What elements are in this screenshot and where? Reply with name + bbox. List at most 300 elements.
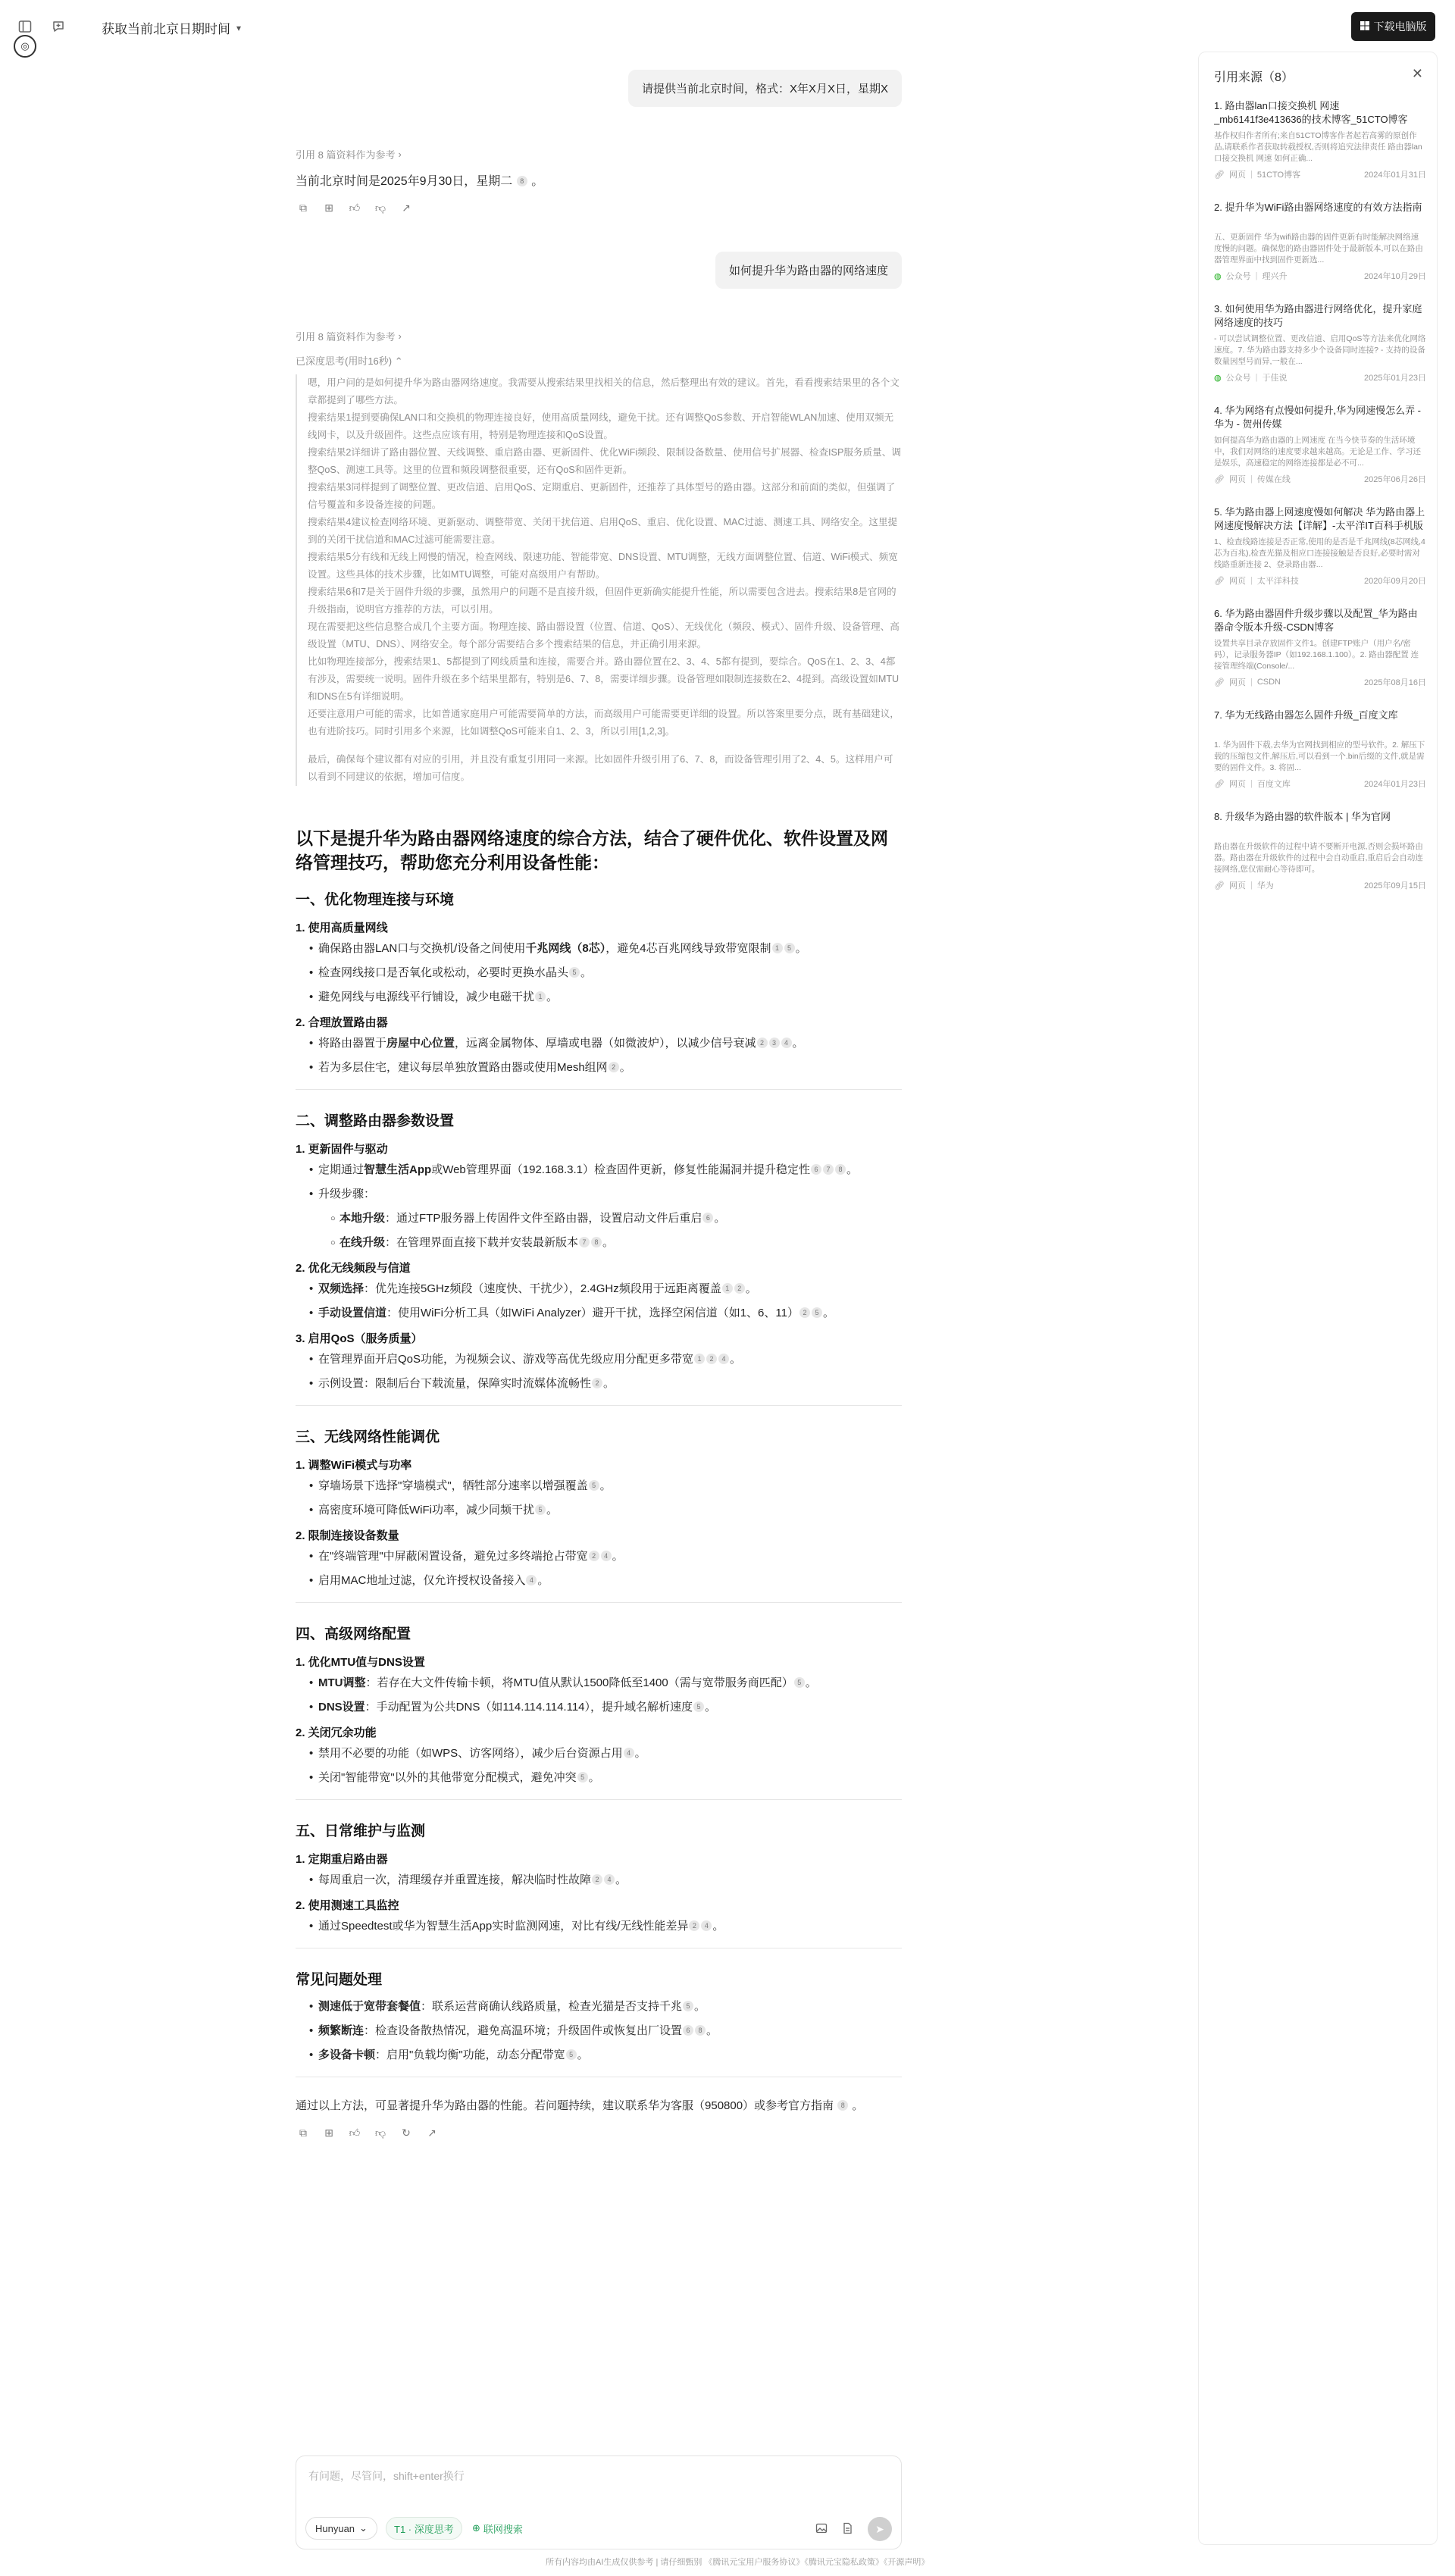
link-icon: 🔗︎ <box>1214 576 1225 586</box>
citation-badge[interactable]: 1 <box>772 943 783 953</box>
citation-badge[interactable]: 4 <box>701 1920 712 1931</box>
source-card[interactable] <box>1214 810 1426 891</box>
source-snippet: 五、更新固件 华为wifi路由器的固件更新有时能解决网络速度慢的问题。确保您的路由器固件处于最新版本,可以在路由器管理界面中找到固件更新选... <box>1214 233 1423 264</box>
citation-badge[interactable]: 3 <box>769 1038 780 1048</box>
new-chat-icon[interactable] <box>48 17 68 36</box>
sources-title: 引用来源（8） <box>1214 71 1294 84</box>
citation-badge[interactable]: 5 <box>794 1677 805 1688</box>
list-item <box>309 966 902 981</box>
source-snippet: 如何提高华为路由器的上网速度 在当今快节奏的生活环境中，我们对网络的速度要求越来越高。无论是工作、学习还是娱乐，高速稳定的网络连接都是必不可... <box>1214 436 1421 468</box>
source-date: 2025年09月15日 <box>1364 881 1426 890</box>
source-card[interactable] <box>1214 404 1426 485</box>
period: 。 <box>619 1061 631 1074</box>
top-bar <box>0 0 1427 53</box>
thinking-content <box>296 374 902 786</box>
citation-badge[interactable]: 2 <box>592 1874 602 1885</box>
citation-badge[interactable]: 8 <box>835 1164 846 1175</box>
source-date: 2024年01月23日 <box>1364 780 1426 789</box>
period: 。 <box>795 942 807 955</box>
list-item <box>309 941 902 956</box>
copy-icon[interactable]: ⧉ <box>299 2126 307 2139</box>
thinking-paragraph: 搜索结果5分有线和无线上网慢的情况，检查网线、限速功能、智能带宽、DNS设置、MTU调整，无线方面调整位置、信道、WiFi模式、频宽设置。这些具体的技术步骤，比如MTU调整，可能对高级用户有帮助。 <box>308 552 898 580</box>
link-icon: 🔗︎ <box>1214 678 1225 687</box>
thumbs-up-icon[interactable]: 👍︎ <box>349 201 361 214</box>
subsection-heading: 2. 限制连接设备数量 <box>296 1529 399 1542</box>
web-search-label: 联网搜索 <box>483 2523 523 2535</box>
list-item <box>309 1700 902 1715</box>
list-item <box>309 1187 902 1202</box>
item-text: 避免网线与电源线平行铺设，减少电磁干扰 <box>318 991 535 1003</box>
item-emphasis: 本地升级 <box>340 1212 386 1225</box>
citation-badge[interactable]: 6 <box>702 1213 713 1223</box>
period: 。 <box>588 1771 600 1784</box>
source-title[interactable]: 3. 如何使用华为路由器进行网络优化，提升家庭网络速度的技巧 <box>1214 303 1422 328</box>
citation-badge[interactable]: 5 <box>535 1504 546 1515</box>
separator: | <box>1250 779 1253 788</box>
link-icon: 🔗︎ <box>1214 779 1225 789</box>
answer-section <box>296 1426 902 1588</box>
separator: | <box>1255 373 1258 382</box>
period: 。 <box>852 2099 864 2112</box>
thumbs-up-icon[interactable]: 👍︎ <box>349 2126 361 2139</box>
closing-text: 通过以上方法，可显著提升华为路由器的性能。若问题持续，建议联系华为客服（950800）或参考官方指南 <box>296 2099 834 2112</box>
file-upload-icon[interactable] <box>839 2520 856 2537</box>
citation-badge[interactable]: 8 <box>695 2025 706 2036</box>
citation-badge[interactable]: 1 <box>722 1283 733 1294</box>
link-icon: 🔗︎ <box>1214 474 1225 484</box>
period: 。 <box>537 1574 549 1587</box>
item-emphasis: 多设备卡顿 <box>318 2049 376 2061</box>
answer-actions-2 <box>296 2125 902 2140</box>
list-item <box>309 1503 902 1518</box>
citation-badge[interactable]: 5 <box>812 1307 822 1318</box>
citation-badge[interactable]: 4 <box>624 1748 634 1758</box>
source-snippet: - 可以尝试调整位置、更改信道、启用QoS等方法来优化网络速度。7. 华为路由器支持多少个设备同时连接? - 支持的设备数量因型号而异,一般在... <box>1214 334 1426 366</box>
subsection-heading: 1. 使用高质量网线 <box>296 922 388 934</box>
item-text: ，避免4芯百兆网线导致带宽限制 <box>605 942 771 955</box>
answer-title: 以下是提升华为路由器网络速度的综合方法，结合了硬件优化、软件设置及网络管理技巧，帮助您充分利用设备性能： <box>296 828 888 872</box>
source-date: 2025年01月23日 <box>1364 374 1426 383</box>
source-type: 网页 <box>1228 881 1246 890</box>
source-title[interactable]: 4. 华为网络有点慢如何提升,华为网速慢怎么弄 - 华为 - 贺州传媒 <box>1214 405 1422 430</box>
section-divider <box>296 1089 902 1090</box>
bookmark-icon[interactable]: ⊞ <box>324 2126 333 2139</box>
source-card[interactable] <box>1214 99 1426 180</box>
list-item <box>309 2048 902 2063</box>
item-text: 在管理界面开启QoS功能，为视频会议、游戏等高优先级应用分配更多带宽 <box>318 1353 694 1366</box>
period: 。 <box>634 1747 646 1760</box>
period: 。 <box>599 1479 612 1492</box>
period: 。 <box>615 1873 627 1886</box>
bullet-list <box>296 1919 902 1934</box>
citation-badge[interactable]: 5 <box>577 1772 588 1783</box>
period: 。 <box>577 2049 589 2061</box>
chevron-right-icon: › <box>398 149 402 160</box>
source-title[interactable]: 8. 升级华为路由器的软件版本 | 华为官网 <box>1214 811 1391 822</box>
answer-text: 当前北京时间是2025年9月30日，星期二 <box>296 175 513 188</box>
citation-badge[interactable]: 2 <box>734 1283 745 1294</box>
period: 。 <box>706 2024 718 2037</box>
list-item <box>309 990 902 1005</box>
list-item <box>309 1919 902 1934</box>
separator: | <box>1250 881 1253 890</box>
share-icon[interactable]: ↗ <box>427 2126 436 2139</box>
citation-badge[interactable]: 2 <box>592 1378 602 1388</box>
bullet-list <box>296 1479 902 1518</box>
thinking-paragraph: 搜索结果3同样提到了调整位置、更改信道、启用QoS、定期重启、更新固件，还推荐了具体型号的路由器。这部分和前面的类似，但强调了信号覆盖和多设备连接的问题。 <box>308 482 896 510</box>
source-date: 2025年08月16日 <box>1364 678 1426 687</box>
link-icon: 🔗︎ <box>1214 881 1225 890</box>
bullet-list <box>296 1036 902 1075</box>
item-emphasis: 在线升级 <box>340 1236 386 1249</box>
source-title[interactable]: 6. 华为路由器固件升级步骤以及配置_华为路由器命令版本升级-CSDN博客 <box>1214 608 1418 633</box>
list-item <box>309 1999 902 2014</box>
regenerate-icon[interactable]: ↻ <box>402 2126 411 2139</box>
source-name: 于佳说 <box>1262 374 1288 383</box>
bullet-list <box>296 1549 902 1588</box>
item-text: 确保路由器LAN口与交换机/设备之间使用 <box>318 942 526 955</box>
user-message-2: 如何提升华为路由器的网络速度 <box>715 252 902 289</box>
list-item <box>309 1352 902 1367</box>
source-title[interactable]: 7. 华为无线路由器怎么固件升级_百度文库 <box>1214 709 1398 721</box>
source-type: 网页 <box>1228 171 1246 180</box>
source-card[interactable] <box>1214 709 1426 790</box>
separator: | <box>1250 170 1253 179</box>
deep-thinking-label: 已深度思考(用时16秒) <box>296 355 393 367</box>
citation-badge[interactable]: 1 <box>535 991 546 1002</box>
citation-badge[interactable]: 8 <box>517 176 527 186</box>
item-text: 通过Speedtest或华为智慧生活App实时监测网速，对比有线/无线性能差异 <box>318 1920 689 1933</box>
chevron-up-icon: ⌃ <box>394 355 403 367</box>
source-meta <box>1214 778 1426 790</box>
citation-badge[interactable]: 6 <box>683 2025 693 2036</box>
item-text: 升级步骤： <box>318 1188 376 1200</box>
list-item <box>309 1306 902 1321</box>
citation-badge[interactable]: 2 <box>609 1062 619 1072</box>
item-emphasis: 智慧生活App <box>364 1163 432 1176</box>
source-type: 公众号 <box>1225 374 1251 383</box>
item-text: 高密度环境可降低WiFi功率，减少同频干扰 <box>318 1504 534 1516</box>
subsection-heading: 2. 优化无线频段与信道 <box>296 1262 411 1275</box>
item-emphasis: DNS设置 <box>318 1701 365 1714</box>
citation-badge[interactable]: 1 <box>694 1354 705 1364</box>
source-meta <box>1214 879 1426 891</box>
subsection-heading: 2. 合理放置路由器 <box>296 1016 388 1029</box>
bullet-list <box>296 1746 902 1786</box>
source-name: 理兴升 <box>1262 272 1288 281</box>
citation-badge[interactable]: 7 <box>823 1164 834 1175</box>
separator: | <box>1250 576 1253 585</box>
footer-disclaimer: 所有内容均由AI生成仅供参考 | 请仔细甄别 《腾讯元宝用户服务协议》《腾讯元宝隐私政策》《开源声明》 <box>546 2558 930 2567</box>
bullet-list <box>296 1163 902 1250</box>
subsection-heading: 1. 更新固件与驱动 <box>296 1143 388 1156</box>
item-text: 若为多层住宅，建议每层单独放置路由器或使用Mesh组网 <box>318 1061 608 1074</box>
list-item <box>309 1573 902 1588</box>
reference-label: 引用 8 篇资料作为参考 <box>296 149 396 161</box>
period: 。 <box>603 1377 615 1390</box>
image-upload-icon[interactable] <box>813 2520 830 2537</box>
citation-badge[interactable]: 5 <box>683 2001 693 2011</box>
source-snippet: 路由器在升级软件的过程中请不要断开电源,否则会损坏路由器。路由器在升级软件的过程中会自动重启,重启后会自动连接网络,您仅需耐心等待即可。 <box>1214 842 1423 874</box>
source-snippet: 1. 华为固件下载,去华为官网找到相应的型号软件。2. 解压下载的压缩包文件,解压后,可以看到一个.bin后缀的文件,就是需要的固件文件。3. 将固... <box>1214 740 1425 772</box>
item-text: ：使用WiFi分析工具（如WiFi Analyzer）避开干扰，选择空闲信道（如1、6、11） <box>386 1307 799 1319</box>
model-selector[interactable] <box>305 2517 377 2540</box>
bullet-list <box>296 1999 902 2063</box>
item-text: ：手动配置为公共DNS（如114.114.114.114），提升域名解析速度 <box>365 1701 693 1714</box>
source-card[interactable] <box>1214 505 1426 587</box>
source-card[interactable] <box>1214 201 1426 282</box>
item-text: ：若存在大文件传输卡顿，将MTU值从默认1500降低至1400（需与宽带服务商匹配） <box>365 1676 793 1689</box>
citation-badge[interactable]: 2 <box>689 1920 699 1931</box>
subsection-heading: 1. 定期重启路由器 <box>296 1853 388 1866</box>
subsection-heading: 2. 使用测速工具监控 <box>296 1899 399 1912</box>
assistant-answer-1 <box>296 171 543 189</box>
item-text: ：优先连接5GHz频段（速度快、干扰少），2.4GHz频段用于远距离覆盖 <box>364 1282 721 1295</box>
source-title[interactable]: 1. 路由器lan口接交换机 网速_mb6141f3e413636的技术博客_51CTO博客 <box>1214 100 1408 125</box>
source-snippet: 1、检查线路连接是否正常,使用的是否是千兆网线(8芯网线,4芯为百兆),检查光猫及相应口连接接触是否良好,必要时需对线路重新连接 2、登录路由器... <box>1214 537 1425 569</box>
app-logo-icon[interactable]: ◎ <box>14 35 36 58</box>
thinking-paragraph: 搜索结果6和7是关于固件升级的步骤，虽然用户的问题不是直接升级，但固件更新确实能提升性能，所以需要包含进去。搜索结果8是官网的升级指南，说明官方推荐的方法，可以引用。 <box>308 587 896 615</box>
period: 。 <box>580 966 593 979</box>
citation-badge[interactable]: 4 <box>601 1551 612 1561</box>
conversation-title[interactable] <box>102 18 241 37</box>
wechat-icon: ◍ <box>1214 373 1222 383</box>
conversation-title-text: 获取当前北京日期时间 <box>102 22 230 36</box>
section-heading: 五、日常维护与监测 <box>296 1823 426 1839</box>
item-text: 禁用不必要的功能（如WPS、访客网络），减少后台资源占用 <box>318 1747 623 1760</box>
separator: | <box>1255 271 1258 280</box>
answer-section <box>296 1820 902 1934</box>
item-text: ：检查设备散热情况，避免高温环境；升级固件或恢复出厂设置 <box>364 2024 683 2037</box>
period: 。 <box>745 1282 757 1295</box>
citation-badge[interactable]: 5 <box>589 1480 599 1491</box>
separator: | <box>1250 678 1253 687</box>
source-title[interactable]: 2. 提升华为WiFi路由器网络速度的有效方法指南 <box>1214 202 1422 213</box>
user-message-1: 请提供当前北京时间，格式：X年X月X日，星期X <box>628 70 902 107</box>
source-title[interactable]: 5. 华为路由器上网速度慢如何解决 华为路由器上网速度慢解决方法【详解】-太平洋IT百科手机版 <box>1214 506 1425 531</box>
item-text: 检查网线接口是否氧化或松动，必要时更换水晶头 <box>318 966 569 979</box>
bookmark-icon[interactable]: ⊞ <box>324 201 333 214</box>
separator: | <box>1250 474 1253 484</box>
source-card[interactable] <box>1214 302 1426 383</box>
source-card[interactable] <box>1214 607 1426 688</box>
bullet-list <box>296 1873 902 1888</box>
source-type: 网页 <box>1228 577 1246 586</box>
section-divider <box>296 1405 902 1406</box>
period: 。 <box>694 2000 706 2013</box>
chevron-down-icon: ⌄ <box>359 2522 368 2534</box>
source-type: 公众号 <box>1225 272 1251 281</box>
citation-badge[interactable]: 4 <box>526 1575 537 1585</box>
deep-think-toggle[interactable] <box>386 2517 462 2540</box>
globe-icon: ⊕ <box>472 2522 480 2534</box>
thinking-paragraph: 搜索结果4建议检查网络环境、更新驱动、调整带宽、关闭干扰信道、启用QoS、重启、优化设置、MAC过滤、测速工具、网络安全。这里提到的关闭干扰信道和MAC过滤可能需要注意。 <box>308 517 898 545</box>
citation-badge[interactable]: 6 <box>811 1164 821 1175</box>
thinking-paragraph: 嗯，用户问的是如何提升华为路由器网络速度。我需要从搜索结果里找相关的信息，然后整理出有效的建议。首先，看看搜索结果里的各个文章都提到了哪些方法。 <box>308 377 900 405</box>
source-date: 2024年01月31日 <box>1364 171 1426 180</box>
citation-badge[interactable]: 5 <box>566 2049 577 2060</box>
period: 。 <box>805 1676 817 1689</box>
citation-badge[interactable]: 5 <box>569 967 580 978</box>
list-item <box>309 1746 902 1761</box>
section-heading: 常见问题处理 <box>296 1972 383 1988</box>
citation-badge[interactable]: 4 <box>781 1038 792 1048</box>
citation-badge[interactable]: 4 <box>718 1354 729 1364</box>
source-name: 51CTO博客 <box>1256 171 1301 180</box>
download-desktop-button[interactable] <box>1351 12 1435 41</box>
bullet-list <box>296 1282 902 1321</box>
period: 。 <box>546 1504 559 1516</box>
subsection-heading: 2. 关闭冗余功能 <box>296 1726 377 1739</box>
source-name: 华为 <box>1256 881 1274 890</box>
list-item <box>330 1211 902 1226</box>
item-text: ，远离金属物体、厚墙或电器（如微波炉），以减少信号衰减 <box>455 1037 756 1050</box>
answer-section <box>296 1623 902 1786</box>
thumbs-down-icon[interactable]: 👎︎ <box>374 201 386 214</box>
citation-badge[interactable]: 2 <box>799 1307 810 1318</box>
item-emphasis: 房屋中心位置 <box>386 1037 455 1050</box>
source-name: 传媒在线 <box>1256 475 1291 484</box>
list-item <box>309 1060 902 1075</box>
period: 。 <box>712 1920 724 1933</box>
close-icon[interactable]: ✕ <box>1411 66 1423 81</box>
list-item <box>309 1376 902 1391</box>
section-divider <box>296 1799 902 1800</box>
citation-badge[interactable]: 2 <box>589 1551 599 1561</box>
send-button[interactable] <box>868 2517 892 2541</box>
item-emphasis: MTU调整 <box>318 1676 366 1689</box>
item-text: ：通过FTP服务器上传固件文件至路由器，设置启动文件后重启 <box>385 1212 702 1225</box>
section-heading: 四、高级网络配置 <box>296 1626 411 1642</box>
source-date: 2024年10月29日 <box>1364 272 1426 281</box>
source-type: 网页 <box>1228 780 1246 789</box>
bullet-list <box>296 941 902 1005</box>
source-type: 网页 <box>1228 475 1246 484</box>
item-text: ：启用"负载均衡"功能，动态分配带宽 <box>375 2049 565 2061</box>
period: 。 <box>822 1307 834 1319</box>
item-text: ：在管理界面直接下载并安装最新版本 <box>385 1236 579 1249</box>
source-meta <box>1214 574 1426 587</box>
period: 。 <box>531 175 544 188</box>
source-type: 网页 <box>1228 678 1246 687</box>
list-item <box>309 1282 902 1297</box>
period: 。 <box>792 1037 804 1050</box>
source-meta <box>1214 676 1426 688</box>
source-name: CSDN <box>1256 678 1281 687</box>
period: 。 <box>705 1701 717 1714</box>
send-arrow-icon: ➤ <box>875 2522 884 2535</box>
assistant-answer-2 <box>296 826 902 2140</box>
sidebar-toggle-icon[interactable] <box>15 17 35 36</box>
thinking-paragraph: 还要注意用户可能的需求，比如普通家庭用户可能需要简单的方法，而高级用户可能需要更详细的设置。所以答案里要分点，既有基础建议，也有进阶技巧。同时引用多个来源，比如调整QoS可能来自1、2、3，所以引用[1,2,3]。 <box>308 709 900 737</box>
copy-icon[interactable]: ⧉ <box>299 201 307 214</box>
period: 。 <box>612 1550 624 1563</box>
item-text: 将路由器置于 <box>318 1037 387 1050</box>
citation-badge[interactable]: 2 <box>706 1354 717 1364</box>
web-search-toggle[interactable] <box>472 2517 523 2540</box>
list-item <box>309 2024 902 2039</box>
item-text: 穿墙场景下选择"穿墙模式"，牺牲部分速率以增强覆盖 <box>318 1479 588 1492</box>
citation-badge[interactable]: 5 <box>784 943 795 953</box>
answer-actions-1 <box>296 200 414 215</box>
source-meta <box>1214 371 1426 383</box>
section-heading: 一、优化物理连接与环境 <box>296 892 455 908</box>
source-meta <box>1214 473 1426 485</box>
thinking-paragraph: 搜索结果1提到要确保LAN口和交换机的物理连接良好，使用高质量网线，避免干扰。还有调整QoS参数、开启智能WLAN加速、使用双频无线网卡，以及升级固件。这些点应该有用，特别是物理连接和QoS设置。 <box>308 412 894 440</box>
citation-badge[interactable]: 5 <box>693 1701 704 1712</box>
thinking-paragraph: 现在需要把这些信息整合成几个主要方面。物理连接、路由器设置（位置、信道、QoS）、无线优化（频段、模式）、固件升级、设备管理、高级设置（MTU、DNS）、网络安全。每个部分需要结合多个搜索结果的信息，并正确引用来源。 <box>308 621 900 649</box>
list-item <box>309 1873 902 1888</box>
answer-closing <box>296 2097 902 2113</box>
source-date: 2020年09月20日 <box>1364 577 1426 586</box>
reference-count-1[interactable] <box>296 147 402 161</box>
item-text: 或Web管理界面（192.168.3.1）检查固件更新，修复性能漏洞并提升稳定性 <box>431 1163 811 1176</box>
item-text: 启用MAC地址过滤，仅允许授权设备接入 <box>318 1574 526 1587</box>
share-icon[interactable]: ↗ <box>402 201 411 214</box>
list-item <box>309 1163 902 1178</box>
sources-panel <box>1198 52 1438 2545</box>
model-name: Hunyuan <box>315 2522 355 2534</box>
source-name: 太平洋科技 <box>1256 577 1299 586</box>
deep-thinking-toggle[interactable] <box>296 353 403 368</box>
period: 。 <box>730 1353 742 1366</box>
period: 。 <box>602 1236 615 1249</box>
reference-count-2[interactable] <box>296 329 402 343</box>
list-item <box>330 1235 902 1250</box>
link-icon: 🔗︎ <box>1214 170 1225 180</box>
source-meta <box>1214 168 1426 180</box>
citation-badge[interactable]: 7 <box>579 1237 590 1247</box>
item-emphasis: 双频选择 <box>318 1282 365 1295</box>
message-input[interactable]: 有问题，尽管问，shift+enter换行 <box>308 2470 465 2482</box>
answer-section <box>296 1110 902 1391</box>
windows-icon <box>1360 20 1369 33</box>
chevron-down-icon: ▾ <box>236 22 242 33</box>
list-item <box>309 1770 902 1786</box>
chevron-right-icon: › <box>398 330 402 342</box>
answer-section <box>296 1968 902 2063</box>
message-input-box[interactable] <box>296 2455 902 2549</box>
section-heading: 二、调整路由器参数设置 <box>296 1113 455 1129</box>
citation-badge[interactable]: 8 <box>591 1237 602 1247</box>
citation-badge[interactable]: 2 <box>757 1038 768 1048</box>
source-name: 百度文库 <box>1256 780 1291 789</box>
answer-section <box>296 888 902 1075</box>
section-divider <box>296 1602 902 1603</box>
section-heading: 三、无线网络性能调优 <box>296 1429 440 1445</box>
period: 。 <box>546 991 559 1003</box>
item-text: 每周重启一次，清理缓存并重置连接，解决临时性故障 <box>318 1873 592 1886</box>
list-item <box>309 1676 902 1691</box>
list-item <box>309 1036 902 1051</box>
answer-sections <box>296 888 902 2077</box>
citation-badge[interactable]: 8 <box>837 2100 848 2111</box>
reference-label: 引用 8 篇资料作为参考 <box>296 331 396 343</box>
thinking-paragraph: 搜索结果2详细讲了路由器位置、天线调整、重启路由器、更新固件、优化WiFi频段、限制设备数量、使用信号扩展器、检查ISP服务质量、调整QoS、测速工具等。这里的位置和频段调整很重要，还有QoS和固件更新。 <box>308 447 901 475</box>
item-text: 示例设置：限制后台下载流量，保障实时流媒体流畅性 <box>318 1377 592 1390</box>
bullet-list <box>296 1676 902 1715</box>
thumbs-down-icon[interactable]: 👎︎ <box>374 2126 386 2139</box>
period: 。 <box>714 1212 726 1225</box>
item-emphasis: 千兆网线（8芯） <box>525 942 606 955</box>
list-item <box>309 1549 902 1564</box>
citation-badge[interactable]: 4 <box>604 1874 615 1885</box>
subsection-heading: 1. 调整WiFi模式与功率 <box>296 1459 412 1472</box>
item-text: 在"终端管理"中屏蔽闲置设备，避免过多终端抢占带宽 <box>318 1550 588 1563</box>
subsection-heading: 1. 优化MTU值与DNS设置 <box>296 1656 425 1669</box>
source-meta <box>1214 270 1426 282</box>
source-date: 2025年06月26日 <box>1364 475 1426 484</box>
